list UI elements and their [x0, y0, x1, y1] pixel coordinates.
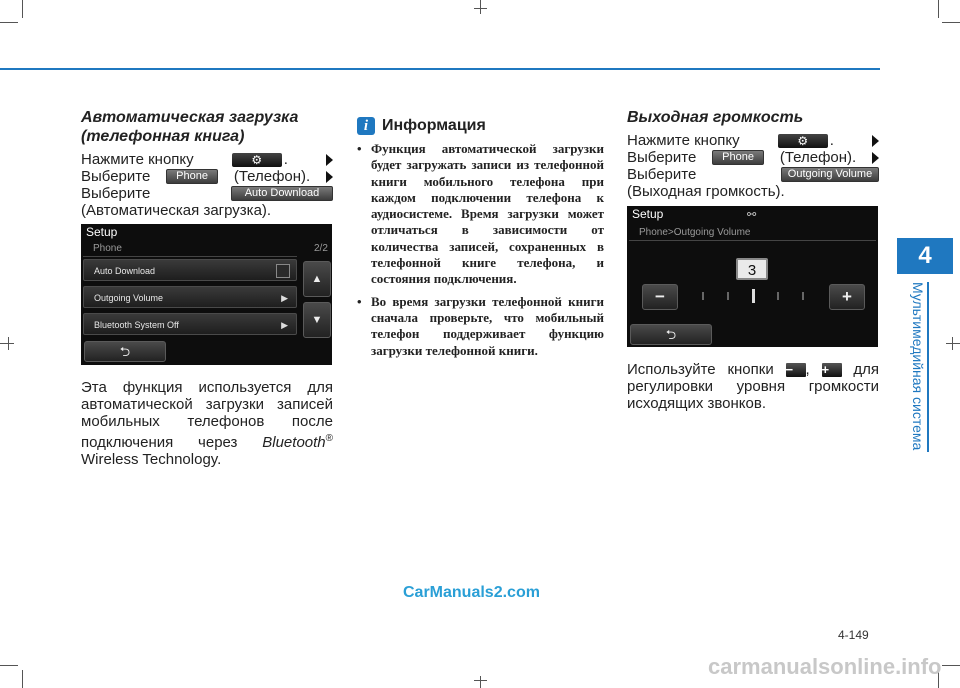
info-box [357, 117, 604, 365]
volume-level-pip [727, 292, 729, 300]
info-heading: Информация [382, 117, 486, 134]
crop-mark [952, 337, 953, 350]
chapter-number-tab: 4 [897, 238, 953, 274]
watermark-manualsonline[interactable]: carmanualsonline.info [708, 654, 942, 679]
section-outgoing-volume [627, 108, 879, 200]
screen-divider [629, 240, 876, 241]
plus-button-chip [822, 363, 842, 377]
info-icon: i [357, 117, 375, 135]
plus-icon: + [842, 287, 852, 306]
section-auto-download [81, 108, 333, 219]
volume-level-pip-active [752, 289, 755, 303]
screen-page-indicator: 2/2 [314, 243, 328, 254]
scroll-down-button[interactable] [303, 302, 331, 338]
crop-mark [942, 22, 960, 23]
crop-mark [480, 676, 481, 688]
screen-breadcrumb: Phone>Outgoing Volume [639, 227, 751, 238]
crop-mark [0, 22, 18, 23]
triangle-up-icon: ▲ [311, 273, 323, 285]
step-1: Нажмите кнопку ⚙ . [627, 132, 879, 149]
triangle-right-icon [326, 171, 333, 183]
back-arrow-icon: ⮌ [665, 327, 677, 342]
triangle-right-icon: ▶ [281, 293, 288, 303]
crop-mark [938, 0, 939, 18]
steps [81, 151, 333, 219]
screen-title: Setup [86, 225, 118, 239]
triangle-right-icon [872, 135, 879, 147]
outgoing-volume-description: Используйте кнопки − , + для регулировки уровня громкости исходящих звонков. [627, 361, 879, 412]
volume-level-pip [802, 292, 804, 300]
watermark-carmanuals[interactable]: CarManuals2.com [403, 584, 540, 601]
volume-value: 3 [736, 258, 768, 280]
scroll-up-button[interactable] [303, 261, 331, 297]
minus-button-chip [786, 363, 806, 377]
volume-level-pip [777, 292, 779, 300]
section-heading: Автоматическая загрузка (телефонная книга) [81, 109, 299, 145]
auto-download-chip: Auto Download [231, 186, 333, 201]
plus-icon: + [821, 362, 830, 378]
triangle-right-icon [872, 152, 879, 164]
info-bullet: • Функция автоматической загрузки будет загружать записи из телефонной книги мобильного телефона при каждом подключении телефона к аудиосистеме. Время загрузки может отличаться в зависимости от количества записей, сохраненных в телефонной книге телефона, и состояния подключения. [357, 141, 604, 288]
setup-button-chip [778, 134, 828, 148]
minus-icon: − [655, 287, 665, 306]
step-2: Выберите Phone (Телефон). [627, 149, 879, 166]
steps [627, 132, 879, 200]
chapter-title: Мультимедийная система [910, 282, 926, 451]
triangle-right-icon: ▶ [281, 320, 288, 330]
info-header [357, 117, 604, 135]
back-arrow-icon: ⮌ [119, 344, 131, 359]
crop-mark [0, 665, 18, 666]
header-rule [0, 68, 880, 70]
crop-mark [22, 0, 23, 18]
gear-icon: ⚙ [251, 152, 263, 167]
step-1: Нажмите кнопку ⚙ . [81, 151, 333, 168]
phone-button-chip: Phone [712, 150, 764, 165]
minus-icon: − [785, 362, 794, 378]
auto-download-description: Эта функция используется для автоматической загрузки записей мобильных телефонов после подключения через Bluetooth® Wireless Technology. [81, 379, 334, 468]
triangle-right-icon [326, 154, 333, 166]
info-bullets [357, 141, 604, 359]
gear-icon: ⚙ [797, 133, 809, 148]
step-3: Выберите Outgoing Volume [627, 166, 879, 183]
bluetooth-icon: ⚯ [747, 209, 757, 221]
setup-screen-phone [81, 224, 332, 365]
menu-item-bluetooth-system-off[interactable]: Bluetooth System Off ▶ [83, 313, 297, 335]
crop-mark [8, 337, 9, 350]
back-button[interactable] [630, 324, 712, 345]
checkbox[interactable] [276, 264, 290, 278]
menu-item-auto-download[interactable]: Auto Download [83, 259, 297, 281]
outgoing-volume-chip: Outgoing Volume [781, 167, 879, 182]
crop-mark [0, 343, 14, 344]
screen-title: Setup [632, 207, 664, 221]
step-3-end: (Автоматическая загрузка). [81, 202, 272, 219]
crop-mark [474, 8, 487, 9]
step-3-end: (Выходная громкость). [627, 183, 785, 200]
setup-screen-outgoing-volume [627, 206, 878, 347]
info-bullet: • Во время загрузки телефонной книги сначала проверьте, что мобильный телефон поддерживает функцию загрузки телефонной книги. [357, 294, 604, 359]
chapter-side-rule [927, 282, 929, 452]
volume-plus-button[interactable] [829, 284, 865, 310]
phone-button-chip: Phone [166, 169, 218, 184]
crop-mark [480, 0, 481, 14]
crop-mark [946, 343, 960, 344]
setup-button-chip [232, 153, 282, 167]
crop-mark [942, 665, 960, 666]
crop-mark [22, 670, 23, 688]
step-2: Выберите Phone (Телефон). [81, 168, 333, 185]
menu-item-outgoing-volume[interactable]: Outgoing Volume ▶ [83, 286, 297, 308]
volume-minus-button[interactable] [642, 284, 678, 310]
back-button[interactable] [84, 341, 166, 362]
section-heading: Выходная громкость [627, 109, 804, 126]
step-3: Выберите Auto Download [81, 185, 333, 202]
screen-subtitle: Phone [93, 243, 122, 254]
screen-divider [83, 256, 297, 257]
volume-level-pip [702, 292, 704, 300]
triangle-down-icon: ▼ [311, 314, 323, 326]
page-number: 4-149 [838, 628, 869, 642]
crop-mark [474, 680, 487, 681]
